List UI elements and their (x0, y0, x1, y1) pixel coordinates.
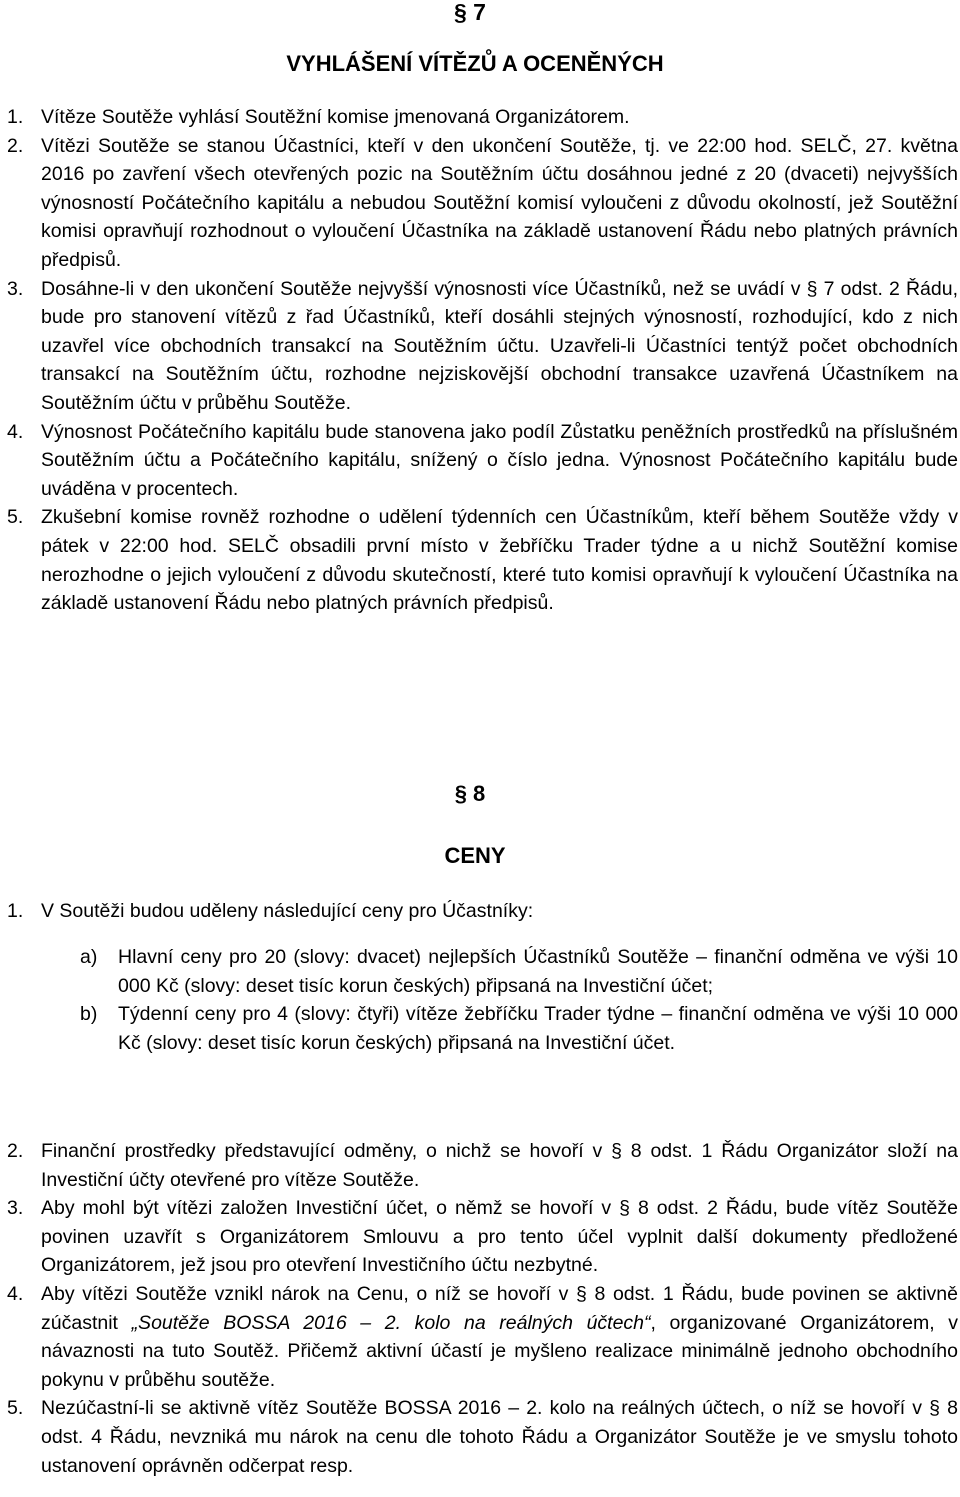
sublist-item (80, 1000, 958, 1057)
item-text: Zkušební komise rovněž rozhodne o udělení týdenních cen Účastníkům, kteří během Soutěže vždy v pátek v 22:00 hod. SELČ obsadili první místo v žebříčku Trader týdne a u nichž Soutěžní komise nerozhodne o jejich vyloučení z důvodu skutečností, které tuto komisi opravňují k vyloučení Účastníka na základě ustanovení Řádu nebo platných právních předpisů. (41, 506, 958, 615)
section-8-title: CENY (444, 843, 506, 868)
item-text: V Soutěži budou uděleny následující ceny pro Účastníky: (41, 900, 534, 922)
item-number: 2. (7, 134, 24, 157)
list-item (0, 275, 958, 418)
list-item (0, 132, 958, 275)
item-text: Dosáhne-li v den ukončení Soutěže nejvyšší výnosnosti více Účastníků, než se uvádí v § 7 odst. 2 Řádu, bude pro stanovení vítězů z řad Účastníků, kteří dosáhli stejných výnosností, rozhodující, kdo z nich uzavřel více obchodních transakcí na Soutěžním účtu. Uzavřeli-li Účastníci tentýž počet obchodních transakcí na Soutěžním účtu, rozhodne nejziskovější obchodní transakce uzavřená Účastníkem na Soutěžním účtu v průběhu Soutěže. (41, 277, 958, 414)
item-text: Finanční prostředky představující odměny, o nichž se hovoří v § 8 odst. 1 Řádu Organizátor složí na Investiční účty otevřené pro vítěze Soutěže. (41, 1140, 958, 1191)
item-number: 5. (7, 506, 24, 529)
item-text: Výnosnost Počátečního kapitálu bude stanovena jako podíl Zůstatku peněžních prostředků na příslušném Soutěžním účtu a Počátečního kapitálu, snížený o číslo jedna. Výnosnost Počátečního kapitálu bude uváděna v procentech. (41, 420, 958, 500)
item-number: 5. (7, 1397, 24, 1420)
item-text-after: , organizované Organizátorem, v návaznosti na tuto Soutěž. Přičemž aktivní účastí je myšleno realizace minimálně jednoho obchodního pokynu v průběhu soutěže. (41, 1311, 958, 1391)
sub-item-text: Týdenní ceny pro 4 (slovy: čtyři) vítěze žebříčku Trader týdne – finanční odměna ve výši 10 000 Kč (slovy: deset tisíc korun českých) připsaná na Investiční účet. (118, 1003, 958, 1054)
prize-sublist (80, 943, 958, 1057)
item-number: 1. (7, 106, 24, 128)
list-item (0, 418, 958, 504)
sub-item-letter: a) (80, 946, 98, 968)
list-item (0, 503, 958, 617)
item-number: 1. (7, 900, 24, 922)
item-number: 4. (7, 420, 24, 443)
item-text: Aby mohl být vítězi založen Investiční účet, o němž se hovoří v § 8 odst. 2 Řádu, bude vítěz Soutěže povinen uzavřít s Organizátorem Smlouvu a pro tento účel vyplnit další dokumenty předložené Organizátorem, jež jsou pro otevření Investičního účtu nezbytné. (41, 1197, 958, 1277)
sublist-item (80, 943, 958, 1000)
list-item (0, 1394, 958, 1480)
section-8-list (0, 1137, 958, 1480)
item-text-italic: „Soutěže BOSSA 2016 – 2. kolo na reálných účtech“ (131, 1311, 651, 1334)
list-item (0, 103, 958, 132)
section-7-title: VYHLÁŠENÍ VÍTĚZŮ A OCENĚNÝCH (286, 51, 664, 76)
item-number: 3. (7, 1197, 24, 1220)
item-text: Vítězi Soutěže se stanou Účastníci, kteří v den ukončení Soutěže, tj. ve 22:00 hod. SELČ, 27. května 2016 po zavření všech otevřených pozic na Soutěžním účtu dosáhnou jedné z 20 (dvaceti) nejvyšších výnosností Počátečního kapitálu a nebudou Soutěžní komisí vyloučeni z důvodu okolností, jež Soutěžní komisi opravňují rozhodnout o vyloučení Účastníka na základě ustanovení Řádu nebo platných právních předpisů. (41, 134, 958, 271)
list-item (0, 897, 958, 926)
item-number: 4. (7, 1282, 24, 1305)
section-7-number: § 7 (454, 0, 486, 25)
section-7-list (0, 103, 958, 618)
sub-item-text: Hlavní ceny pro 20 (slovy: dvacet) nejlepších Účastníků Soutěže – finanční odměna ve výši 10 000 Kč (slovy: deset tisíc korun českých) připsaná na Investiční účet; (118, 946, 958, 997)
sub-item-letter: b) (80, 1003, 98, 1026)
item-text: Vítěze Soutěže vyhlásí Soutěžní komise jmenovaná Organizátorem. (41, 106, 630, 128)
section-8-number: § 8 (454, 781, 486, 806)
item-number: 3. (7, 277, 24, 300)
list-item (0, 1194, 958, 1280)
item-text: Nezúčastní-li se aktivně vítěz Soutěže BOSSA 2016 – 2. kolo na reálných účtech, o níž se hovoří v § 8 odst. 4 Řádu, nevzniká mu nárok na cenu dle tohoto Řádu a Organizátor Soutěže je ve smyslu tohoto ustanovení oprávněn odčerpat resp. (41, 1397, 958, 1477)
section-8-list-intro (0, 897, 958, 926)
list-item (0, 1137, 958, 1194)
item-text-before: Aby vítězi Soutěže vznikl nárok na Cenu, o níž se hovoří v § 8 odst. 1 Řádu, bude povinen se aktivně zúčastnit (41, 1282, 958, 1334)
list-item (0, 1280, 958, 1394)
item-number: 2. (7, 1140, 24, 1162)
